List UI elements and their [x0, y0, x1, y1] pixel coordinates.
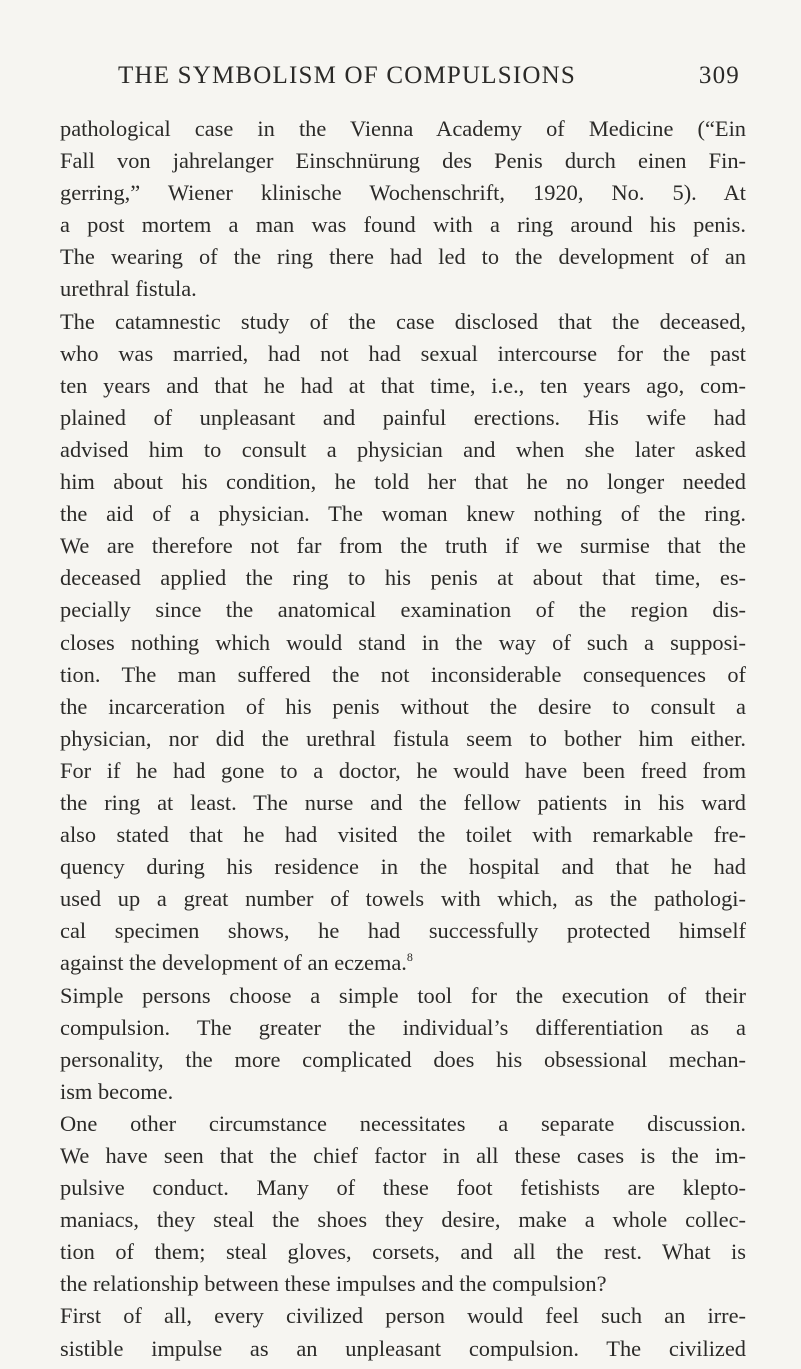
text-line: the incarceration of his penis without the desire to consult a [60, 693, 746, 719]
text-line: the aid of a physician. The woman knew nothing of the ring. [60, 501, 746, 527]
running-head [118, 62, 740, 102]
text-line: tion. The man suffered the not inconsiderable consequences of [60, 661, 746, 687]
text-line: also stated that he had visited the toilet with remarkable fre- [60, 822, 746, 848]
text-line: personality, the more complicated does his obsessional mechan- [60, 1046, 746, 1072]
text-line: The catamnestic study of the case disclosed that the deceased, [60, 308, 746, 334]
text-line: the relationship between these impulses and the compulsion? [60, 1271, 607, 1297]
text-line: urethral fistula. [60, 276, 197, 302]
text-line: against the development of an eczema. [60, 950, 407, 976]
text-line: For if he had gone to a doctor, he would have been freed from [60, 757, 746, 783]
text-line: ism become. [60, 1078, 174, 1104]
text-line: advised him to consult a physician and when she later asked [60, 436, 746, 462]
running-head-title: THE SYMBOLISM OF COMPULSIONS [118, 62, 576, 89]
text-line: Fall von jahrelanger Einschnürung des Penis durch einen Fin- [60, 148, 746, 174]
text-line: closes nothing which would stand in the way of such a supposi- [60, 629, 746, 655]
text-line: deceased applied the ring to his penis at about that time, es- [60, 565, 746, 591]
text-line: cal specimen shows, he had successfully protected himself [60, 918, 746, 944]
text-line: We are therefore not far from the truth if we surmise that the [60, 533, 746, 559]
text-line: pulsive conduct. Many of these foot fetishists are klepto- [60, 1175, 746, 1201]
text-line: the ring at least. The nurse and the fellow patients in his ward [60, 789, 746, 815]
text-line: plained of unpleasant and painful erections. His wife had [60, 404, 746, 430]
text-line: who was married, had not had sexual intercourse for the past [60, 340, 746, 366]
text-line: ten years and that he had at that time, i.e., ten years ago, com- [60, 372, 746, 398]
text-line: sistible impulse as an unpleasant compulsion. The civilized [60, 1335, 746, 1361]
text-line: pecially since the anatomical examination of the region dis- [60, 597, 746, 623]
text-line: One other circumstance necessitates a separate discussion. [60, 1110, 746, 1136]
text-line: The wearing of the ring there had led to the development of an [60, 244, 746, 270]
body-text [60, 113, 746, 1365]
text-line: pathological case in the Vienna Academy of Medicine (“Ein [60, 116, 746, 141]
text-line: tion of them; steal gloves, corsets, and all the rest. What is [60, 1239, 746, 1265]
text-line-with-footnote [60, 947, 746, 979]
page-number: 309 [698, 62, 740, 89]
text-line: a post mortem a man was found with a ring around his penis. [60, 212, 746, 238]
text-line: maniacs, they steal the shoes they desire, make a whole collec- [60, 1207, 746, 1233]
text-line: Simple persons choose a simple tool for the execution of their [60, 982, 746, 1008]
text-line: physician, nor did the urethral fistula seem to bother him either. [60, 725, 746, 751]
text-line: quency during his residence in the hospital and that he had [60, 854, 746, 880]
text-line: First of all, every civilized person would feel such an irre- [60, 1303, 746, 1329]
text-line: him about his condition, he told her that he no longer needed [60, 469, 746, 495]
text-line: gerring,” Wiener klinische Wochenschrift, 1920, No. 5). At [60, 180, 746, 206]
text-line: used up a great number of towels with which, as the pathologi- [60, 886, 746, 912]
footnote-reference[interactable]: 8 [406, 950, 413, 965]
text-line: compulsion. The greater the individual’s differentiation as a [60, 1014, 746, 1040]
text-line: We have seen that the chief factor in all these cases is the im- [60, 1143, 746, 1168]
